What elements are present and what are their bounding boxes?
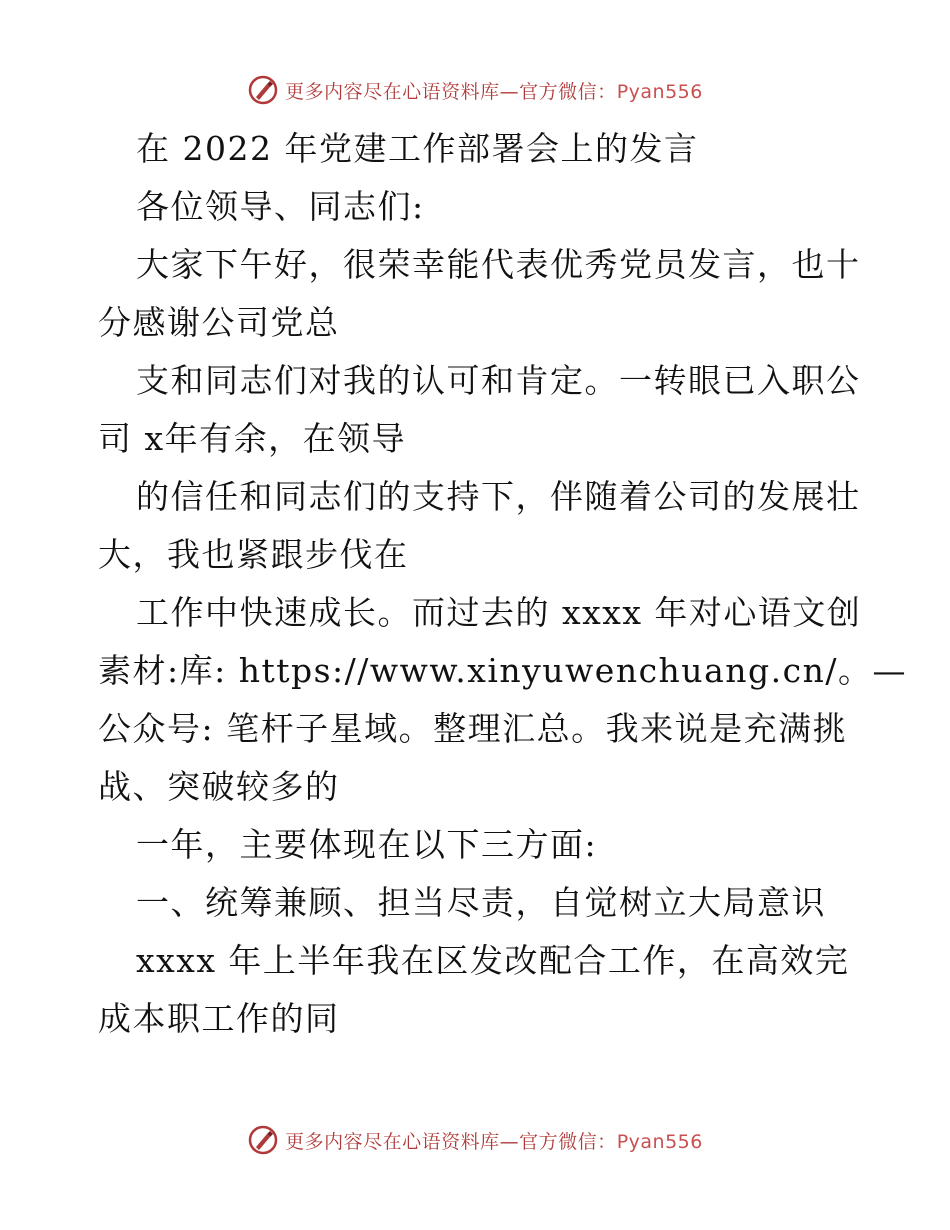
text-line: 素材:库: https://www.xinyuwenchuang.cn/。— bbox=[98, 651, 907, 690]
text-line: 成本职工作的同 bbox=[98, 999, 340, 1038]
pen-logo-icon bbox=[247, 1124, 279, 1156]
text-line: 司 x年有余，在领导 bbox=[98, 419, 407, 458]
text-line: 分感谢公司党总 bbox=[98, 303, 340, 342]
pen-logo-icon bbox=[247, 74, 279, 106]
document-title: 在 2022 年党建工作部署会上的发言 bbox=[136, 129, 699, 168]
watermark-text: 更多内容尽在心语资料库—官方微信：Pyan556 bbox=[285, 80, 703, 103]
text-line: 公众号: 笔杆子星域。整理汇总。我来说是充满挑 bbox=[98, 709, 848, 748]
text-line: 一年，主要体现在以下三方面: bbox=[136, 825, 598, 864]
header-watermark-banner bbox=[0, 70, 950, 110]
text-line: 支和同志们对我的认可和肯定。一转眼已入职公 bbox=[136, 361, 861, 400]
watermark-text: 更多内容尽在心语资料库—官方微信：Pyan556 bbox=[285, 1130, 703, 1153]
text-line: 一、统筹兼顾、担当尽责，自觉树立大局意识 bbox=[136, 883, 826, 922]
text-line: 大，我也紧跟步伐在 bbox=[98, 535, 409, 574]
text-line: 大家下午好，很荣幸能代表优秀党员发言，也十 bbox=[136, 245, 861, 284]
text-line: 工作中快速成长。而过去的 xxxx 年对心语文创 bbox=[136, 593, 862, 632]
text-line: 各位领导、同志们: bbox=[136, 187, 425, 226]
text-line: xxxx 年上半年我在区发改配合工作，在高效完 bbox=[136, 941, 850, 980]
document-body bbox=[98, 120, 907, 1048]
text-line: 战、突破较多的 bbox=[98, 767, 340, 806]
text-line: 的信任和同志们的支持下，伴随着公司的发展壮 bbox=[136, 477, 861, 516]
footer-watermark-banner bbox=[0, 1120, 950, 1160]
